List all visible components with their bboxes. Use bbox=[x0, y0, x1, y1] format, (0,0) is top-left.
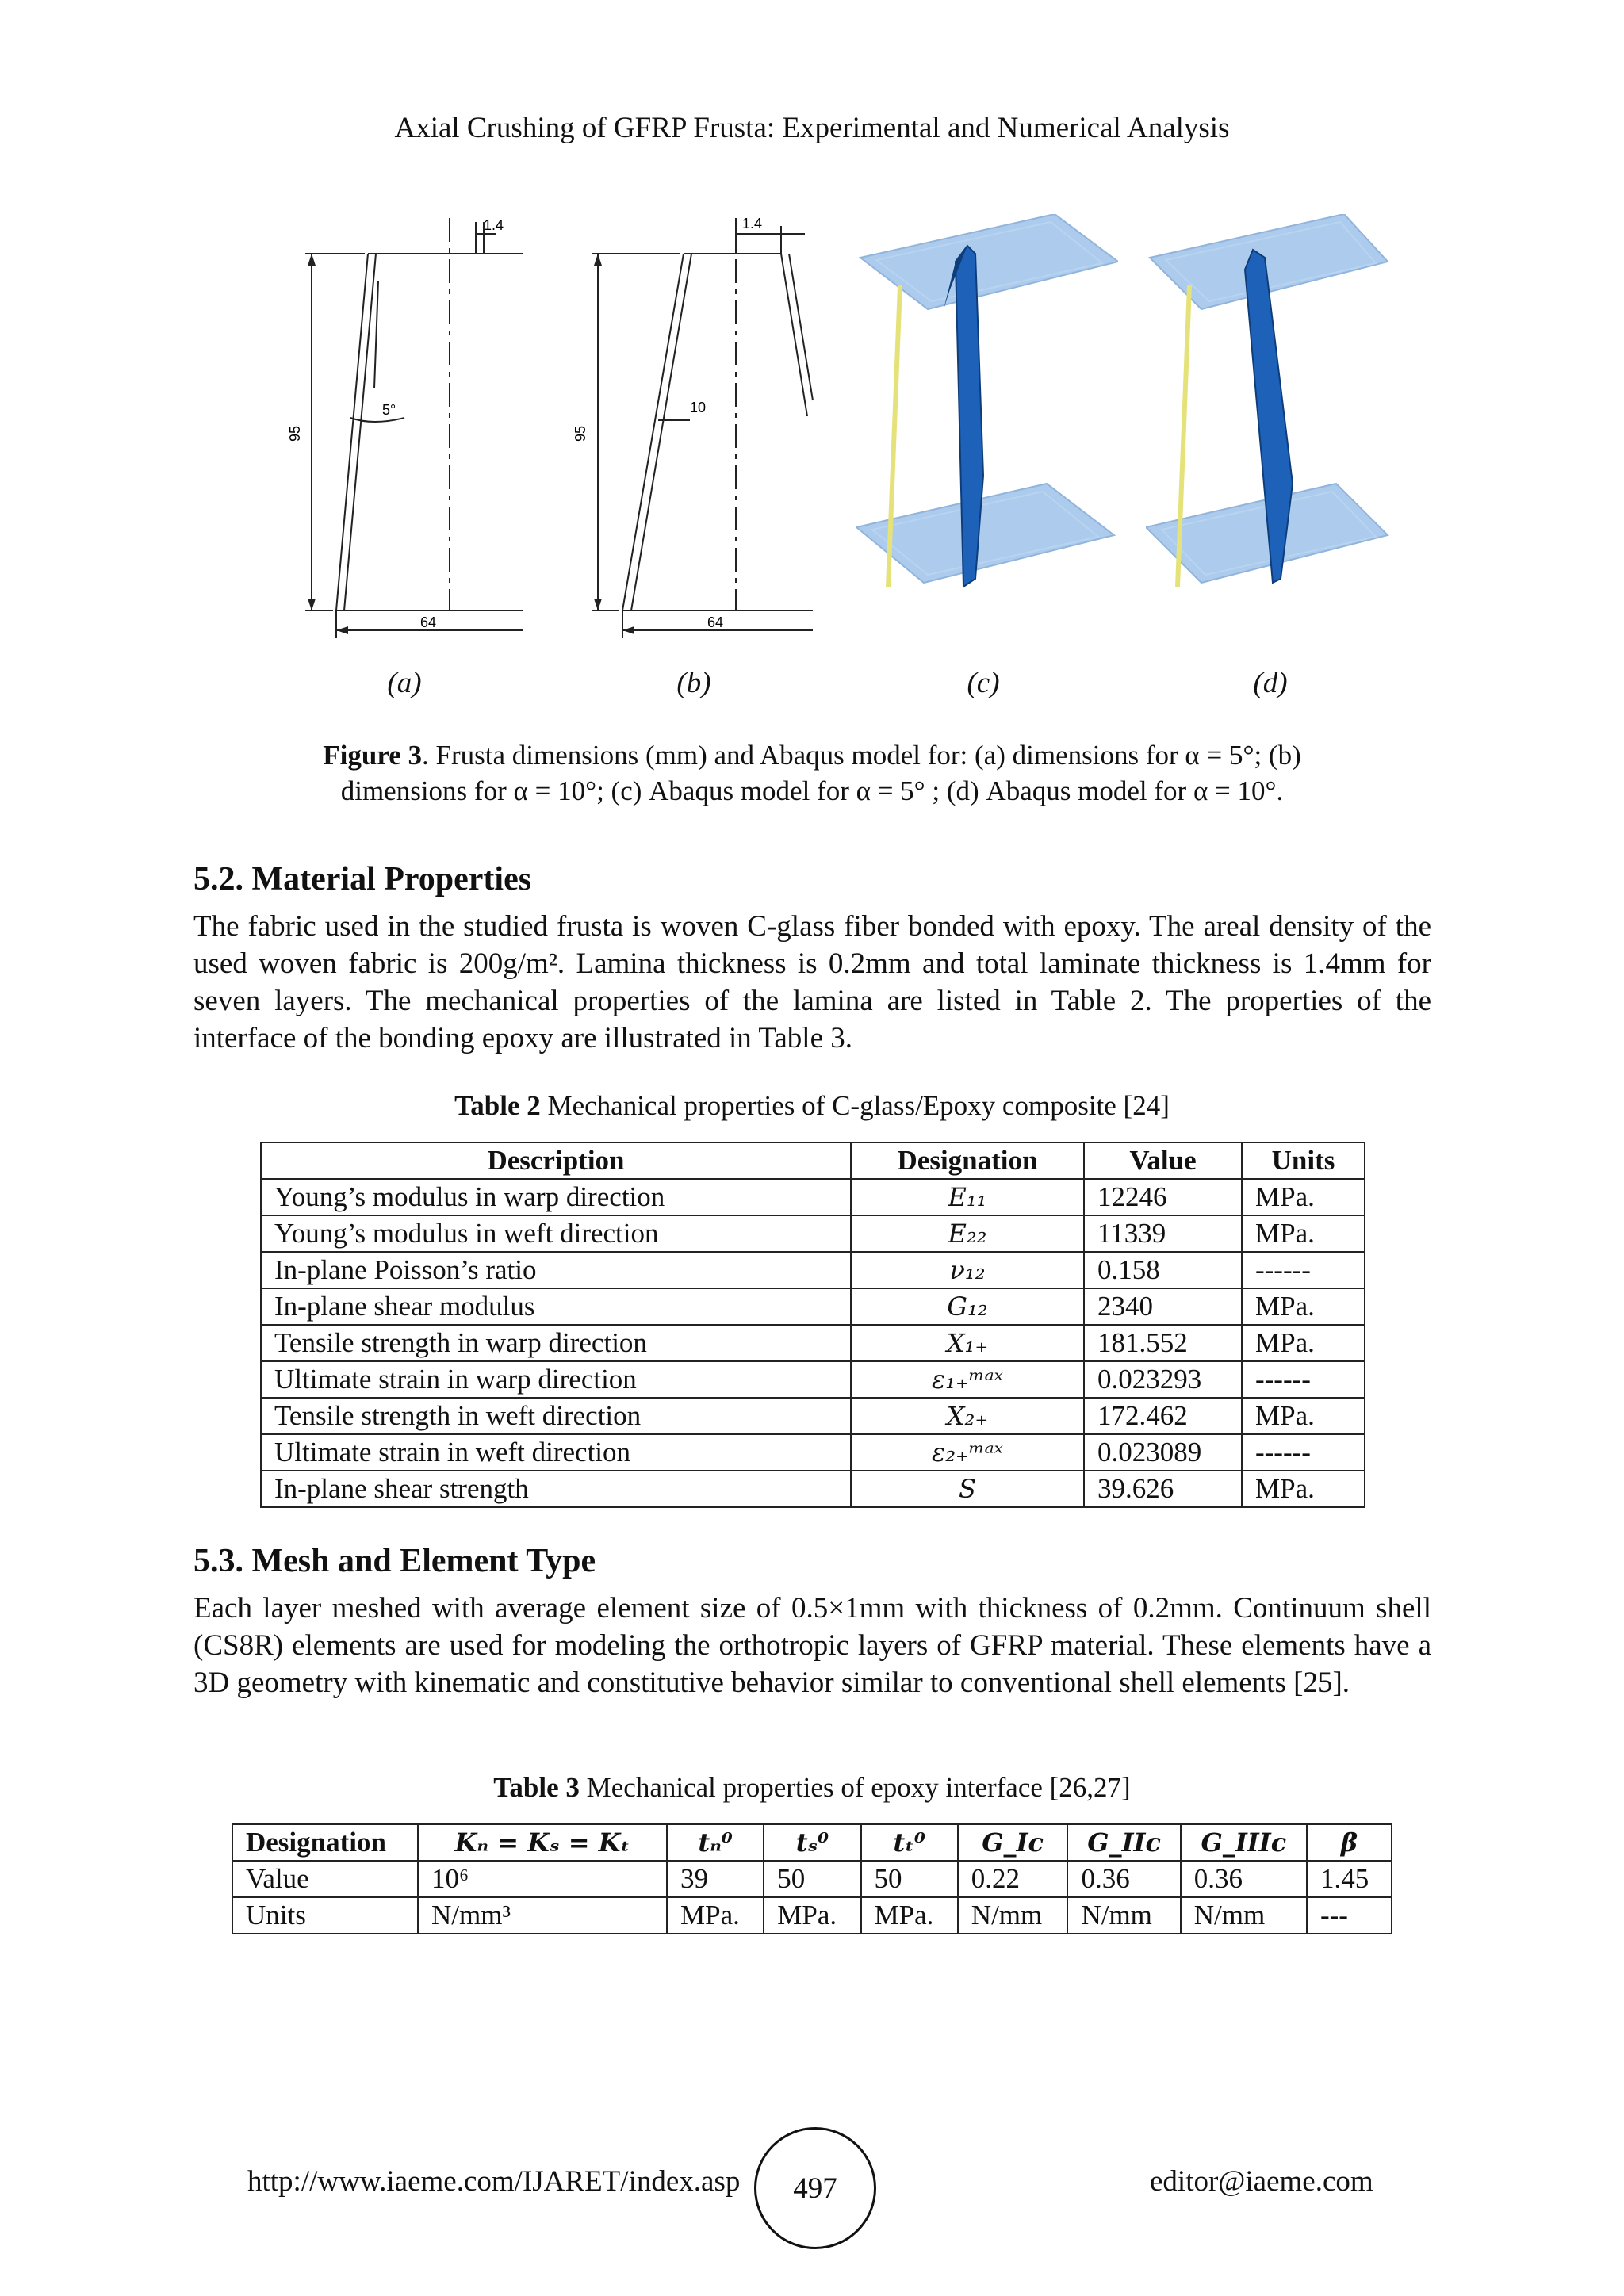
table-row bbox=[232, 1897, 1392, 1934]
figure-label-b: (b) bbox=[676, 667, 711, 699]
table-cell: 39.626 bbox=[1084, 1471, 1242, 1507]
table-cell: N/mm bbox=[1067, 1897, 1180, 1934]
table-cell: MPa. bbox=[861, 1897, 958, 1934]
table3-header: tₛ⁰ bbox=[764, 1824, 860, 1861]
table-cell: N/mm³ bbox=[418, 1897, 667, 1934]
table-cell: 1.45 bbox=[1307, 1861, 1392, 1897]
section-52-title: 5.2. Material Properties bbox=[193, 861, 532, 897]
figure-label-a: (a) bbox=[387, 667, 422, 699]
table-cell: 11339 bbox=[1084, 1215, 1242, 1252]
table-row bbox=[261, 1215, 1365, 1252]
dim-b-angle: 10 bbox=[690, 400, 707, 415]
table2-caption-bold: Table 2 bbox=[454, 1090, 541, 1121]
table-cell: E₁₁ bbox=[851, 1179, 1084, 1215]
figure-caption bbox=[238, 737, 1386, 809]
figure-caption-line1: . Frusta dimensions (mm) and Abaqus model for: (a) dimensions for α = 5°; (b) bbox=[422, 740, 1301, 771]
dim-a-bottom: 64 bbox=[420, 614, 437, 630]
table-cell: Tensile strength in warp direction bbox=[261, 1325, 851, 1361]
section-53-paragraph: Each layer meshed with average element size of 0.5×1mm with thickness of 0.2mm. Continuum shell (CS8R) elements are used for modeling the orthotropic layers of GFRP material. These elements have a 3D geometry with kinematic and constitutive behavior similar to conventional shell elements [25]. bbox=[193, 1592, 1431, 1699]
table3-header: G_Ic bbox=[958, 1824, 1068, 1861]
table-row bbox=[261, 1471, 1365, 1507]
dim-b-bottom: 64 bbox=[707, 614, 724, 630]
table-cell: In-plane Poisson’s ratio bbox=[261, 1252, 851, 1288]
table-cell: MPa. bbox=[1242, 1398, 1365, 1434]
table-cell: S bbox=[851, 1471, 1084, 1507]
dim-b-top: 1.4 bbox=[742, 216, 763, 232]
table2-header-row bbox=[261, 1142, 1365, 1179]
table2-caption-rest: Mechanical properties of C-glass/Epoxy composite [24] bbox=[540, 1090, 1170, 1121]
figure-label-d: (d) bbox=[1253, 667, 1288, 699]
table3-caption-rest: Mechanical properties of epoxy interface [26,27] bbox=[579, 1772, 1131, 1803]
footer-url[interactable]: http://www.iaeme.com/IJARET/index.asp bbox=[247, 2165, 741, 2198]
table-cell: 50 bbox=[764, 1861, 860, 1897]
table-row bbox=[261, 1325, 1365, 1361]
table-cell: G₁₂ bbox=[851, 1288, 1084, 1325]
table2-caption bbox=[0, 1090, 1624, 1122]
table2-header: Units bbox=[1242, 1142, 1365, 1179]
table-cell: 0.36 bbox=[1181, 1861, 1307, 1897]
table-cell: MPa. bbox=[1242, 1325, 1365, 1361]
dim-a-top: 1.4 bbox=[484, 217, 504, 233]
figure-b-drawing bbox=[571, 210, 817, 642]
table-cell: 172.462 bbox=[1084, 1398, 1242, 1434]
footer-email[interactable]: editor@iaeme.com bbox=[1150, 2165, 1373, 2198]
table-cell: ------ bbox=[1242, 1434, 1365, 1471]
table-row bbox=[261, 1288, 1365, 1325]
table-row bbox=[261, 1361, 1365, 1398]
table-cell: MPa. bbox=[667, 1897, 764, 1934]
table-cell: In-plane shear modulus bbox=[261, 1288, 851, 1325]
table-row bbox=[261, 1434, 1365, 1471]
figure-caption-bold: Figure 3 bbox=[323, 740, 423, 771]
table-cell: X₂₊ bbox=[851, 1398, 1084, 1434]
table-cell: N/mm bbox=[1181, 1897, 1307, 1934]
table3-header: Kₙ = Kₛ = Kₜ bbox=[418, 1824, 667, 1861]
table3-header: G_IIIc bbox=[1181, 1824, 1307, 1861]
table-cell: --- bbox=[1307, 1897, 1392, 1934]
table-row bbox=[232, 1861, 1392, 1897]
table-cell: ------ bbox=[1242, 1361, 1365, 1398]
table-cell: 181.552 bbox=[1084, 1325, 1242, 1361]
table3-header: β bbox=[1307, 1824, 1392, 1861]
table3-header: tₙ⁰ bbox=[667, 1824, 764, 1861]
table-row bbox=[261, 1252, 1365, 1288]
table-cell: MPa. bbox=[1242, 1288, 1365, 1325]
table-cell: Tensile strength in weft direction bbox=[261, 1398, 851, 1434]
dim-b-height: 95 bbox=[573, 425, 588, 442]
table-cell: X₁₊ bbox=[851, 1325, 1084, 1361]
table-cell: MPa. bbox=[1242, 1179, 1365, 1215]
table-cell: Units bbox=[232, 1897, 418, 1934]
table2-header: Description bbox=[261, 1142, 851, 1179]
figure-label-c: (c) bbox=[967, 667, 1000, 699]
figure-a-drawing bbox=[285, 210, 531, 642]
table2 bbox=[260, 1142, 1365, 1508]
table-cell: 0.158 bbox=[1084, 1252, 1242, 1288]
table-cell: Young’s modulus in weft direction bbox=[261, 1215, 851, 1252]
table3 bbox=[232, 1823, 1392, 1934]
dim-a-height: 95 bbox=[287, 425, 303, 442]
table2-header: Designation bbox=[851, 1142, 1084, 1179]
table3-header: Designation bbox=[232, 1824, 418, 1861]
table-cell: ------ bbox=[1242, 1252, 1365, 1288]
table-cell: MPa. bbox=[764, 1897, 860, 1934]
table-cell: 0.023293 bbox=[1084, 1361, 1242, 1398]
table-cell: ε₂₊ᵐᵃˣ bbox=[851, 1434, 1084, 1471]
table-cell: Value bbox=[232, 1861, 418, 1897]
section-53-title: 5.3. Mesh and Element Type bbox=[193, 1543, 596, 1579]
table-cell: 0.023089 bbox=[1084, 1434, 1242, 1471]
figure-c-abaqus-model bbox=[856, 214, 1118, 634]
page-number: 497 bbox=[754, 2127, 876, 2249]
table-cell: 2340 bbox=[1084, 1288, 1242, 1325]
table3-header: tₜ⁰ bbox=[861, 1824, 958, 1861]
table-row bbox=[261, 1179, 1365, 1215]
table-cell: MPa. bbox=[1242, 1215, 1365, 1252]
table-cell: In-plane shear strength bbox=[261, 1471, 851, 1507]
figure-d-abaqus-model bbox=[1146, 214, 1408, 634]
figure-caption-line2: dimensions for α = 10°; (c) Abaqus model for α = 5° ; (d) Abaqus model for α = 10°. bbox=[340, 775, 1284, 806]
table-cell: Ultimate strain in weft direction bbox=[261, 1434, 851, 1471]
table2-header: Value bbox=[1084, 1142, 1242, 1179]
table3-header: G_IIc bbox=[1067, 1824, 1180, 1861]
table-cell: 10⁶ bbox=[418, 1861, 667, 1897]
running-header: Axial Crushing of GFRP Frusta: Experimental and Numerical Analysis bbox=[394, 112, 1230, 144]
table-cell: 0.36 bbox=[1067, 1861, 1180, 1897]
table-cell: ν₁₂ bbox=[851, 1252, 1084, 1288]
table-cell: 39 bbox=[667, 1861, 764, 1897]
table-cell: ε₁₊ᵐᵃˣ bbox=[851, 1361, 1084, 1398]
table3-header-row bbox=[232, 1824, 1392, 1861]
table-cell: 50 bbox=[861, 1861, 958, 1897]
dim-a-angle: 5° bbox=[382, 402, 396, 418]
table-cell: Young’s modulus in warp direction bbox=[261, 1179, 851, 1215]
table-cell: MPa. bbox=[1242, 1471, 1365, 1507]
section-52-paragraph: The fabric used in the studied frusta is woven C-glass fiber bonded with epoxy. The areal density of the used woven fabric is 200g/m². Lamina thickness is 0.2mm and total laminate thickness is 1.4mm for seven layers. The mechanical properties of the lamina are listed in Table 2. The properties of the interface of the bonding epoxy are illustrated in Table 3. bbox=[193, 910, 1431, 1054]
table-row bbox=[261, 1398, 1365, 1434]
table-cell: 12246 bbox=[1084, 1179, 1242, 1215]
table3-caption bbox=[0, 1772, 1624, 1804]
table-cell: N/mm bbox=[958, 1897, 1068, 1934]
table-cell: E₂₂ bbox=[851, 1215, 1084, 1252]
table-cell: Ultimate strain in warp direction bbox=[261, 1361, 851, 1398]
table3-caption-bold: Table 3 bbox=[493, 1772, 580, 1803]
table-cell: 0.22 bbox=[958, 1861, 1068, 1897]
